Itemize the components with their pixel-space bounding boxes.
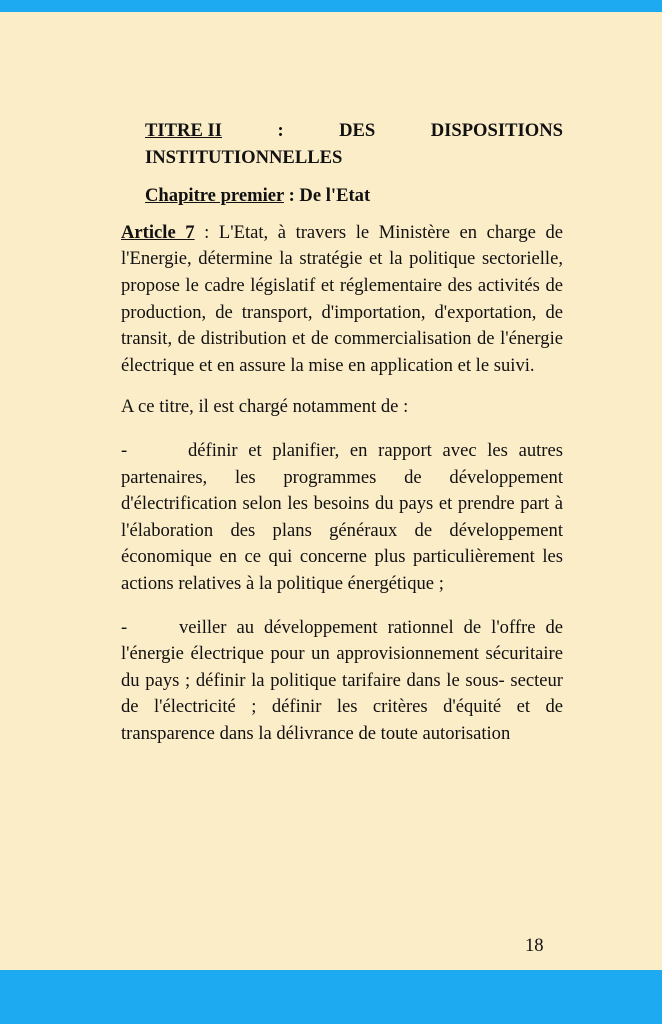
list-item xyxy=(121,438,563,598)
intro-paragraph: A ce titre, il est chargé notamment de : xyxy=(121,396,409,418)
chapter-rest: : De l'Etat xyxy=(283,185,371,207)
article-text: : L'Etat, à travers le Ministère en charge de l'Energie, détermine la stratégie et la politique sectorielle, propose le cadre législatif et réglementaire des activités de production, de transport, d'importation, d'exportation, de transit, de distribution et de commercialisation de l'énergie électrique et en assure la mise en application et le suivi. xyxy=(121,221,563,376)
list-item xyxy=(121,615,563,748)
title-line2: INSTITUTIONNELLES xyxy=(145,146,343,168)
article-paragraph xyxy=(121,220,563,380)
list-bullet: - xyxy=(121,439,128,461)
document-page xyxy=(121,118,563,747)
list-bullet: - xyxy=(121,616,128,638)
title-label: TITRE II xyxy=(145,120,222,141)
list-item-text: veiller au développement rationnel de l'offre de l'énergie électrique pour un approvisionnement sécuritaire du pays ; définir la politique tarifaire dans le sous- secteur de l'électricité ; définir les critères d'équité et de transparence dans la délivrance de toute autorisation xyxy=(121,616,563,744)
chapter-heading xyxy=(145,183,563,210)
section-title xyxy=(145,118,563,171)
title-word-des: DES xyxy=(339,120,376,141)
top-bar xyxy=(0,0,662,12)
chapter-label: Chapitre premier xyxy=(145,185,284,207)
article-label: Article 7 xyxy=(121,221,195,243)
title-colon: : xyxy=(277,120,284,141)
page-number: 18 xyxy=(525,935,544,956)
list-item-text: définir et planifier, en rapport avec les autres partenaires, les programmes de développement d'électrification selon les besoins du pays et prendre part à l'élaboration des plans généraux de développement économique en ce qui concerne plus particulièrement les actions relatives à la politique énergétique ; xyxy=(121,439,563,594)
bottom-bar xyxy=(0,970,662,1024)
title-word-dispositions: DISPOSITIONS xyxy=(430,120,563,141)
